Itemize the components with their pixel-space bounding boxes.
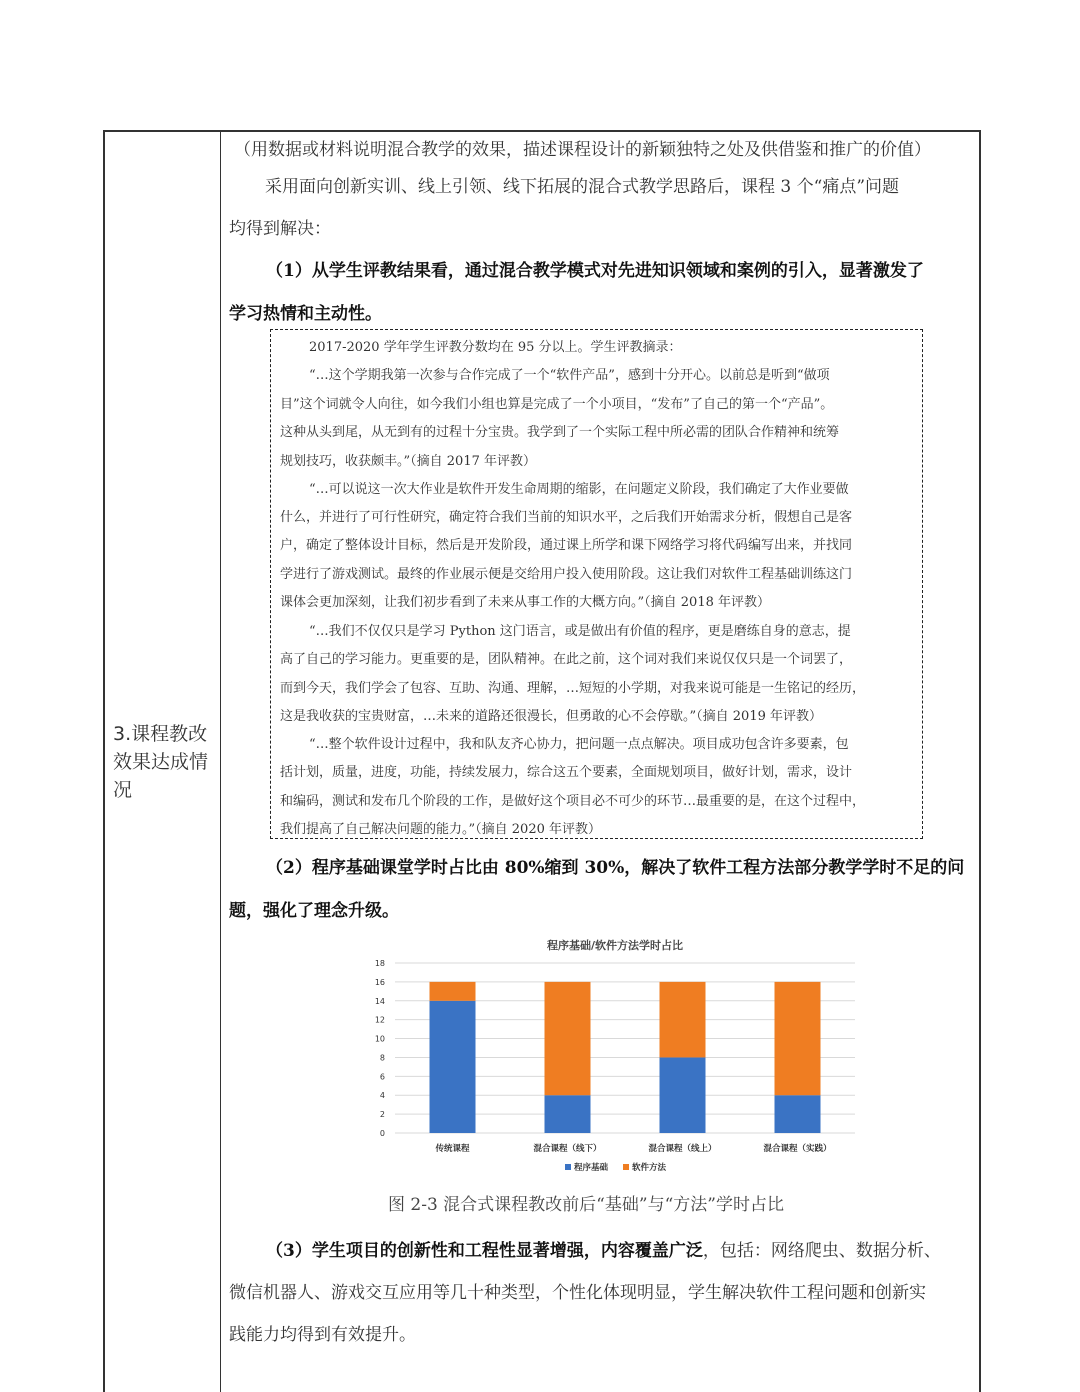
point2-line-2: 题，强化了理念升级。 bbox=[229, 901, 399, 921]
quote-line: 而到今天，我们学会了包容、互助、沟通、理解，…短短的小学期，对我来说可能是一生铭记的经历， bbox=[280, 681, 866, 696]
bar-software-methods bbox=[545, 982, 591, 1095]
quote-line: 括计划，质量，进度，功能，持续发展力，综合这五个要素，全面规划项目，做好计划，需求，设计 bbox=[280, 765, 853, 780]
y-tick-label: 4 bbox=[379, 1091, 385, 1101]
quote-line: 目”这个词就令人向往，如今我们小组也算是完成了一个小项目，“发布”了自己的第一个“产品”。 bbox=[280, 397, 834, 412]
x-tick-label: 混合课程（实践） bbox=[763, 1144, 832, 1154]
quote-line: “…整个软件设计过程中，我和队友齐心协力，把问题一点点解决。项目成功包含许多要素，包 bbox=[309, 737, 849, 752]
legend-label: 程序基础 bbox=[574, 1163, 609, 1173]
point1-line-1: （1）从学生评教结果看，通过混合教学模式对先进知识领域和案例的引入，显著激发了 bbox=[266, 261, 924, 281]
intro-hint: （用数据或材料说明混合教学的效果，描述课程设计的新颖独特之处及供借鉴和推广的价值） bbox=[234, 140, 931, 160]
y-tick-label: 18 bbox=[374, 959, 385, 968]
bar-software-methods bbox=[430, 982, 476, 1001]
quote-line: 这是我收获的宝贵财富，…未来的道路还很漫长，但勇敢的心不会停歇。”（摘自 2019 年评教） bbox=[280, 709, 822, 724]
point3-line-1 bbox=[266, 1236, 941, 1261]
y-tick-label: 10 bbox=[374, 1034, 385, 1044]
quote-line: 规划技巧，收获颇丰。”（摘自 2017 年评教） bbox=[280, 454, 536, 469]
legend-swatch bbox=[565, 1164, 571, 1170]
quote-line: 我们提高了自己解决问题的能力。”（摘自 2020 年评教） bbox=[280, 822, 601, 837]
y-tick-label: 0 bbox=[379, 1129, 385, 1138]
student-quotes-box bbox=[270, 329, 923, 839]
quote-line: 2017-2020 学年学生评教分数均在 95 分以上。学生评教摘录： bbox=[309, 340, 682, 355]
row-label: 3.课程教改效果达成情况 bbox=[113, 723, 209, 801]
quote-line: 这种从头到尾，从无到有的过程十分宝贵。我学到了一个实际工程中所必需的团队合作精神和统筹 bbox=[280, 425, 840, 440]
legend-label: 软件方法 bbox=[632, 1163, 667, 1173]
bar-software-methods bbox=[660, 982, 706, 1058]
column-divider bbox=[220, 132, 221, 1392]
point3-rest: ，包括：网络爬虫、数据分析、 bbox=[702, 1241, 941, 1261]
intro-line-2: 均得到解决： bbox=[229, 219, 331, 239]
quote-line: 什么，并进行了可行性研究，确定符合我们当前的知识水平，之后我们开始需求分析，假想自己是客 bbox=[280, 510, 853, 525]
quote-line: 课体会更加深刻，让我们初步看到了未来从事工作的大概方向。”（摘自 2018 年评教） bbox=[280, 595, 770, 610]
y-tick-label: 12 bbox=[374, 1015, 385, 1025]
quote-line: “…可以说这一次大作业是软件开发生命周期的缩影，在问题定义阶段，我们确定了大作业要做 bbox=[309, 482, 849, 497]
quote-line: 学进行了游戏测试。最终的作业展示便是交给用户投入使用阶段。这让我们对软件工程基础训练这门 bbox=[280, 567, 853, 582]
x-tick-label: 混合课程（线上） bbox=[648, 1144, 717, 1154]
point3-line-2: 微信机器人、游戏交互应用等几十种类型，个性化体现明显，学生解决软件工程问题和创新实 bbox=[229, 1283, 926, 1303]
y-tick-label: 2 bbox=[379, 1110, 385, 1120]
intro-line-1: 采用面向创新实训、线上引领、线下拓展的混合式教学思路后，课程 3 个“痛点”问题 bbox=[265, 177, 900, 197]
chart-title: 程序基础/软件方法学时占比 bbox=[546, 939, 684, 952]
quote-line: 户，确定了整体设计目标，然后是开发阶段，通过课上所学和课下网络学习将代码编写出来，并找同 bbox=[280, 538, 853, 553]
bar-software-methods bbox=[775, 982, 821, 1095]
quote-line: 和编码，测试和发布几个阶段的工作，是做好这个项目必不可少的环节…最重要的是，在这个过程中， bbox=[280, 794, 866, 809]
y-tick-label: 14 bbox=[374, 996, 385, 1006]
x-tick-label: 传统课程 bbox=[435, 1144, 470, 1154]
legend-swatch bbox=[623, 1164, 629, 1170]
quote-line: “…我们不仅仅只是学习 Python 这门语言，或是做出有价值的程序，更是磨练自身的意志，提 bbox=[309, 624, 851, 639]
bar-program-basics bbox=[660, 1057, 706, 1133]
figure-caption: 图 2-3 混合式课程教改前后“基础”与“方法”学时占比 bbox=[388, 1195, 784, 1215]
y-tick-label: 8 bbox=[379, 1053, 385, 1063]
quote-line: 高了自己的学习能力。更重要的是，团队精神。在此之前，这个词对我们来说仅仅只是一个词罢了， bbox=[280, 652, 853, 667]
bar-program-basics bbox=[430, 1001, 476, 1133]
quote-line: “…这个学期我第一次参与合作完成了一个“软件产品”，感到十分开心。以前总是听到“做项 bbox=[309, 368, 830, 383]
stacked-bar-chart bbox=[355, 925, 875, 1185]
point2-line-1: （2）程序基础课堂学时占比由 80%缩到 30%，解决了软件工程方法部分教学学时不足的问 bbox=[266, 858, 965, 878]
bar-program-basics bbox=[545, 1095, 591, 1133]
x-tick-label: 混合课程（线下） bbox=[533, 1144, 602, 1154]
point3-bold: （3）学生项目的创新性和工程性显著增强，内容覆盖广泛 bbox=[266, 1241, 703, 1261]
bar-program-basics bbox=[775, 1095, 821, 1133]
point3-line-3: 践能力均得到有效提升。 bbox=[229, 1325, 416, 1345]
y-tick-label: 6 bbox=[379, 1072, 385, 1082]
y-tick-label: 16 bbox=[374, 977, 385, 987]
point1-line-2: 学习热情和主动性。 bbox=[229, 304, 382, 324]
